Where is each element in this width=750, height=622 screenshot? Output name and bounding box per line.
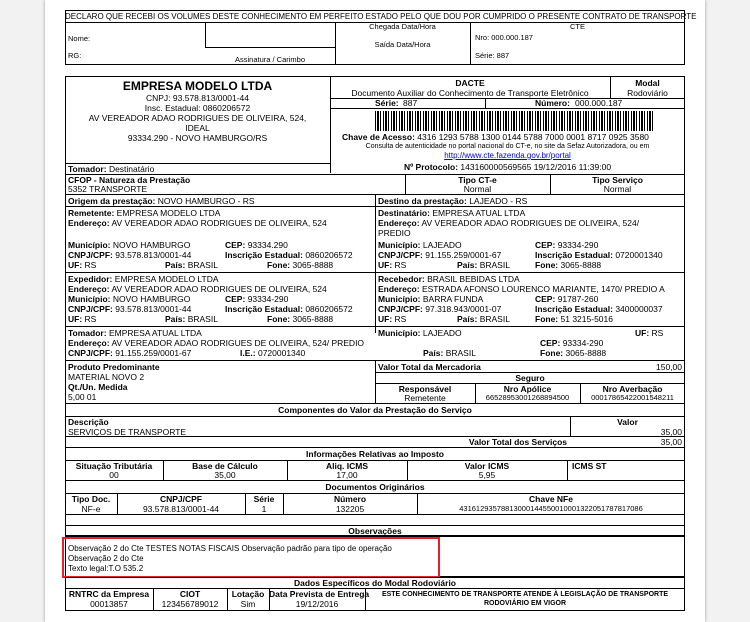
- tomador2-cnpj-value: 91.155.259/0001-67: [115, 348, 192, 358]
- recebedor-mun-label: Município:: [378, 294, 421, 304]
- total-servicos-label: Valor Total dos Serviços: [468, 437, 567, 447]
- expedidor-end-value: AV VEREADOR ADAO RODRIGUES DE OLIVEIRA, 524: [111, 284, 327, 294]
- recebedor-label: Recebedor:: [378, 274, 425, 284]
- destinatario-ie: [535, 250, 663, 260]
- cfop-value: 5352 TRANSPORTE: [68, 184, 148, 194]
- remetente-cnpj-value: 93.578.813/0001-44: [115, 250, 192, 260]
- destinatario-cep: [535, 240, 598, 250]
- tomador2-fone-label: Fone:: [540, 348, 564, 358]
- produto-label: Produto Predominante: [68, 362, 160, 372]
- responsavel-value: Remetente: [404, 393, 446, 403]
- remetente-pais-value: BRASIL: [187, 260, 218, 270]
- tomador2-uf-value: RS: [651, 328, 664, 338]
- emitter-address-3: 93334.290 - NOVO HAMBURGO/RS: [127, 133, 268, 143]
- recebedor-value: BRASIL BEBIDAS LTDA: [427, 274, 520, 284]
- remetente: [68, 208, 220, 218]
- destinatario-pais-value: BRASIL: [479, 260, 510, 270]
- sit-trib-value: 00: [109, 470, 119, 480]
- destinatario-value: EMPRESA ATUAL LTDA: [432, 208, 526, 218]
- icms-st-label: ICMS ST: [572, 461, 607, 471]
- protocolo-label: Nº Protocolo:: [403, 162, 459, 172]
- recebedor-uf-value: RS: [394, 314, 407, 324]
- destinatario-end-value: AV VEREADOR ADAO RODRIGUES DE OLIVEIRA, 524/: [421, 218, 640, 228]
- expedidor-cep: [225, 294, 288, 304]
- expedidor-ie-label: Inscrição Estadual:: [225, 304, 303, 314]
- destinatario-mun-label: Município:: [378, 240, 421, 250]
- tomador2-ie-value: 0720001340: [257, 348, 306, 358]
- tomador-line: [68, 164, 154, 174]
- doc-numero-value: 132205: [335, 504, 365, 514]
- destinatario-fone: [535, 260, 601, 270]
- nome-label: Nome:: [68, 34, 91, 43]
- tomador2-fone-value: 3065-8888: [565, 348, 607, 358]
- tomador2-end-value: AV VEREADOR ADAO RODRIGUES DE OLIVEIRA, 524/ PREDIO: [111, 338, 365, 348]
- componentes-desc-value: SERVIÇOS DE TRANSPORTE: [68, 427, 187, 437]
- expedidor-cnpj-label: CNPJ/CPF:: [68, 304, 113, 314]
- destinatario-mun-value: LAJEADO: [422, 240, 462, 250]
- destinatario-pais-label: País:: [457, 260, 478, 270]
- remetente-mun-value: NOVO HAMBURGO: [112, 240, 191, 250]
- expedidor-fone: [267, 314, 333, 324]
- recebedor-mun-value: BARRA FUNDA: [422, 294, 484, 304]
- destinatario-fone-label: Fone:: [535, 260, 559, 270]
- doc-tipo-value: NF-e: [81, 504, 101, 514]
- observacao-line-3: Texto legal:T.O 535.2: [68, 564, 144, 573]
- modal-legal-text: ESTE CONHECIMENTO DE TRANSPORTE ATENDE À LEGISLAÇÃO DE TRANSPORTE RODOVIÁRIO EM VIGOR: [381, 591, 669, 607]
- expedidor-fone-label: Fone:: [267, 314, 291, 324]
- remetente-label: Remetente:: [68, 208, 115, 218]
- origem-label: Origem da prestação:: [68, 196, 156, 206]
- recebedor-cnpj: [378, 304, 501, 314]
- destinatario-cnpj-label: CNPJ/CPF:: [378, 250, 423, 260]
- recebedor-cep: [535, 294, 598, 304]
- origem: [68, 196, 255, 206]
- tipo-cte-value: Normal: [463, 184, 492, 194]
- numero-value: 000.000.187: [575, 98, 623, 108]
- emitter-cnpj: CNPJ: 93.578.813/0001-44: [145, 93, 250, 103]
- recebedor-cep-label: CEP:: [535, 294, 556, 304]
- expedidor-uf: [68, 314, 96, 324]
- destinatario-cnpj: [378, 250, 501, 260]
- remetente-cep-value: 93334.290: [247, 240, 288, 250]
- expedidor-mun-value: NOVO HAMBURGO: [112, 294, 191, 304]
- observacao-line-1: Observação 2 do Cte TESTES NOTAS FISCAIS Observação padrão para tipo de operação: [68, 544, 392, 553]
- expedidor-pais-value: BRASIL: [187, 314, 218, 324]
- rntrc-label: RNTRC da Empresa: [68, 589, 150, 599]
- remetente-fone-value: 3065-8888: [292, 260, 334, 270]
- tomador2-end-label: Endereço:: [68, 338, 110, 348]
- portal-link[interactable]: http://www.cte.fazenda.gov.br/portal: [444, 151, 571, 160]
- observacoes-title: Observações: [348, 526, 402, 536]
- seguro-label: Seguro: [515, 373, 545, 383]
- componentes-desc-label: Descrição: [68, 417, 109, 427]
- doc-cnpj-value: 93.578.813/0001-44: [142, 504, 220, 514]
- tomador2-pais-label: País:: [423, 348, 444, 358]
- dacte-title: DACTE: [455, 78, 485, 88]
- expedidor-uf-value: RS: [84, 314, 97, 324]
- total-servicos-value: 35,00: [660, 437, 682, 447]
- lotacao-label: Lotação: [231, 589, 265, 599]
- doc-tipo-label: Tipo Doc.: [71, 494, 111, 504]
- destino-value: LAJEADO - RS: [469, 196, 528, 206]
- tomador2-pais-value: BRASIL: [445, 348, 476, 358]
- remetente-cnpj-label: CNPJ/CPF:: [68, 250, 113, 260]
- expedidor-municipio: [68, 294, 190, 304]
- doc-chave-value: 43161293578813000144550010001322051787817086: [459, 504, 643, 513]
- ciot-label: CIOT: [179, 589, 201, 599]
- doc-cnpj-label: CNPJ/CPF: [159, 494, 203, 504]
- tipo-servico-label: Tipo Serviço: [592, 175, 643, 185]
- destinatario-cep-label: CEP:: [535, 240, 556, 250]
- chave-label: [342, 132, 649, 142]
- recebedor-ie-label: Inscrição Estadual:: [535, 304, 613, 314]
- lotacao-value: Sim: [240, 599, 256, 609]
- expedidor-cnpj-value: 93.578.813/0001-44: [115, 304, 192, 314]
- recebedor-ie: [535, 304, 663, 314]
- expedidor-uf-label: UF:: [68, 314, 83, 324]
- recebedor: [378, 274, 520, 284]
- destinatario-end-label: Endereço:: [378, 218, 420, 228]
- tomador2-cnpj-label: CNPJ/CPF:: [68, 348, 113, 358]
- valor-icms-label: Valor ICMS: [464, 461, 510, 471]
- produto-value: MATERIAL NOVO 2: [68, 372, 145, 382]
- remetente-uf-value: RS: [84, 260, 97, 270]
- documentos-title: Documentos Originários: [325, 482, 425, 492]
- recebedor-fone: [535, 314, 613, 324]
- remetente-fone-label: Fone:: [267, 260, 291, 270]
- expedidor-pais-label: País:: [165, 314, 186, 324]
- expedidor-label: Expedidor:: [68, 274, 113, 284]
- recebedor-end-value: ESTRADA AFONSO LOURENCO MARIANTE, 1470/ PREDIO A: [421, 284, 665, 294]
- expedidor-endereco: [68, 284, 327, 294]
- emitter-ie: Insc. Estadual: 0860206572: [144, 103, 251, 113]
- expedidor-fone-value: 3065-8888: [292, 314, 334, 324]
- tomador2-uf: [635, 328, 663, 338]
- remetente-pais: [165, 260, 218, 270]
- observacao-line-2: Observação 2 do Cte: [68, 554, 144, 563]
- doc-serie-label: Série: [253, 494, 275, 504]
- recebedor-fone-label: Fone:: [535, 314, 559, 324]
- remetente-cep: [225, 240, 288, 250]
- remetente-pais-label: País:: [165, 260, 186, 270]
- remetente-uf-label: UF:: [68, 260, 83, 270]
- remetente-ie: [225, 250, 353, 260]
- tomador2-cep: [540, 338, 603, 348]
- doc-serie-value: 1: [261, 504, 267, 514]
- chave-label-text: Chave de Acesso:: [342, 132, 415, 142]
- destinatario-municipio: [378, 240, 462, 250]
- destinatario-uf-value: RS: [394, 260, 407, 270]
- recebedor-pais-value: BRASIL: [479, 314, 510, 324]
- tomador2-label: Tomador:: [68, 328, 107, 338]
- componentes-title: Componentes do Valor da Prestação do Serviço: [278, 405, 472, 415]
- destinatario-label: Destinatário:: [378, 208, 430, 218]
- protocolo-value: 143160000569565 19/12/2016 11:39:00: [460, 162, 612, 172]
- recebedor-pais: [457, 314, 510, 324]
- tomador2-uf-label: UF:: [635, 328, 650, 338]
- recebedor-pais-label: País:: [457, 314, 478, 324]
- recebedor-ie-value: 3400000037: [615, 304, 663, 314]
- remetente-cep-label: CEP:: [225, 240, 246, 250]
- tomador2-ie: [240, 348, 305, 358]
- tomador2-cep-label: CEP:: [540, 338, 561, 348]
- modal-title: Dados Específicos do Modal Rodoviário: [294, 578, 456, 588]
- expedidor-cep-value: 93334-290: [247, 294, 289, 304]
- rntrc-value: 00013857: [90, 599, 128, 609]
- tomador2-municipio: [378, 328, 462, 338]
- dacte-document: [45, 0, 705, 622]
- tomador2-mun-value: LAJEADO: [422, 328, 462, 338]
- saida-label: Saída Data/Hora: [374, 40, 431, 49]
- destinatario-cnpj-value: 91.155.259/0001-67: [425, 250, 502, 260]
- remetente-endereco: [68, 218, 327, 228]
- valor-icms-value: 5,95: [478, 470, 496, 480]
- recebedor-uf-label: UF:: [378, 314, 393, 324]
- expedidor-value: EMPRESA MODELO LTDA: [114, 274, 219, 284]
- remetente-ie-label: Inscrição Estadual:: [225, 250, 303, 260]
- protocolo: [330, 162, 685, 172]
- serie-value: 887: [403, 98, 418, 108]
- assinatura-label: Assinatura / Carimbo: [234, 55, 306, 64]
- tomador-label: Tomador:: [68, 164, 107, 174]
- destinatario-uf: [378, 260, 406, 270]
- base-calculo-label: Base de Cálculo: [192, 461, 258, 471]
- destino: [378, 196, 527, 206]
- emitter-name: EMPRESA MODELO LTDA: [122, 79, 273, 93]
- sit-trib-label: Situação Tributária: [75, 461, 153, 471]
- remetente-ie-value: 0860206572: [305, 250, 353, 260]
- qt-value: 5,00 01: [68, 392, 97, 402]
- destinatario-endereco: [378, 218, 639, 228]
- expedidor-ie-value: 0860206572: [305, 304, 353, 314]
- emitter-address-2: IDEAL: [185, 123, 210, 133]
- remetente-uf: [68, 260, 96, 270]
- tomador2-pais: [423, 348, 476, 358]
- cte-label: CTE: [570, 22, 585, 31]
- recebedor-end-label: Endereço:: [378, 284, 420, 294]
- remetente-value: EMPRESA MODELO LTDA: [116, 208, 221, 218]
- destinatario-endereco-2: PREDIO: [378, 228, 411, 238]
- dacte-subtitle: Documento Auxiliar do Conhecimento de Transporte Eletrônico: [351, 88, 589, 98]
- tomador2-mun-label: Município:: [378, 328, 421, 338]
- remetente-fone: [267, 260, 333, 270]
- destinatario-ie-label: Inscrição Estadual:: [535, 250, 613, 260]
- componentes-valor-label: Valor: [617, 417, 638, 427]
- destinatario-cep-value: 93334-290: [557, 240, 599, 250]
- serie-label: Série:: [375, 98, 399, 108]
- tomador2-ie-label: I.E.:: [240, 348, 256, 358]
- destinatario-fone-value: 3065-8888: [560, 260, 602, 270]
- receipt-header: DECLARO QUE RECEBI OS VOLUMES DESTE CONHECIMENTO EM PERFEITO ESTADO PELO QUE DOU POR CUMPRIDO O PRESENTE CONTRATO DE TRANSPORTE: [65, 12, 697, 21]
- expedidor-cnpj: [68, 304, 191, 314]
- aliq-icms-value: 17,00: [336, 470, 358, 480]
- recebedor-municipio: [378, 294, 483, 304]
- tipo-cte-label: Tipo CT-e: [458, 175, 497, 185]
- tomador2-cep-value: 93334-290: [562, 338, 604, 348]
- ciot-value: 123456789012: [161, 599, 219, 609]
- recebedor-fone-value: 51 3215-5016: [560, 314, 613, 324]
- recebedor-cep-value: 91787-260: [557, 294, 599, 304]
- apolice-label: Nro Apólice: [503, 384, 552, 394]
- chave-value: 4316 1293 5788 1300 0144 5788 7000 0001 8717 0925 3580: [417, 132, 649, 142]
- access-key-barcode: [375, 111, 655, 131]
- valor-total-mercadoria-value: 150,00: [656, 362, 682, 372]
- averbacao-label: Nro Averbação: [602, 384, 663, 394]
- tomador2-cnpj: [68, 348, 191, 358]
- receipt-serie: Série: 887: [475, 51, 510, 60]
- remetente-cnpj: [68, 250, 191, 260]
- modal-label: Modal: [635, 78, 660, 88]
- expedidor-ie: [225, 304, 353, 314]
- doc-chave-label: Chave NFe: [529, 494, 573, 504]
- expedidor: [68, 274, 219, 284]
- tomador2: [68, 328, 202, 338]
- destinatario: [378, 208, 525, 218]
- expedidor-end-label: Endereço:: [68, 284, 110, 294]
- expedidor-mun-label: Município:: [68, 294, 111, 304]
- qt-label: Qt./Un. Medida: [68, 382, 128, 392]
- tomador2-value: EMPRESA ATUAL LTDA: [108, 328, 202, 338]
- aliq-icms-label: Aliq. ICMS: [325, 461, 369, 471]
- valor-total-mercadoria-label: Valor Total da Mercadoria: [378, 362, 481, 372]
- tomador2-fone: [540, 348, 606, 358]
- responsavel-label: Responsável: [398, 384, 452, 394]
- expedidor-cep-label: CEP:: [225, 294, 246, 304]
- base-calculo-value: 35,00: [214, 470, 236, 480]
- destinatario-uf-label: UF:: [378, 260, 393, 270]
- modal-value: Rodoviário: [627, 88, 668, 98]
- origem-value: NOVO HAMBURGO - RS: [157, 196, 255, 206]
- cfop-label: CFOP - Natureza da Prestação: [68, 175, 191, 185]
- componentes-valor-value: 35,00: [660, 427, 682, 437]
- imposto-title: Informações Relativas ao Imposto: [306, 449, 444, 459]
- apolice-value: 66528953001268894500: [485, 393, 570, 402]
- remetente-end-label: Endereço:: [68, 218, 110, 228]
- numero-label: Número:: [535, 98, 570, 108]
- consulta-text: Consulta de autenticidade no portal nacional do CT-e, no site da Sefaz Autorizadora, ou em: [365, 143, 650, 150]
- destinatario-ie-value: 0720001340: [615, 250, 663, 260]
- tomador-value: Destinatário: [108, 164, 155, 174]
- rg-label: RG:: [68, 51, 82, 60]
- chegada-label: Chegada Data/Hora: [369, 22, 436, 31]
- recebedor-cnpj-label: CNPJ/CPF:: [378, 304, 423, 314]
- recebedor-uf: [378, 314, 406, 324]
- receipt-nro: Nro: 000.000.187: [475, 33, 533, 42]
- data-entrega-value: 19/12/2016: [295, 599, 339, 609]
- remetente-end-value: AV VEREADOR ADAO RODRIGUES DE OLIVEIRA, 524: [111, 218, 327, 228]
- data-entrega-label: Data Prevista de Entrega: [269, 589, 370, 599]
- expedidor-pais: [165, 314, 218, 324]
- recebedor-endereco: [378, 284, 665, 294]
- remetente-mun-label: Município:: [68, 240, 111, 250]
- remetente-municipio: [68, 240, 190, 250]
- recebedor-cnpj-value: 97.318.943/0001-07: [425, 304, 502, 314]
- tomador2-endereco: [68, 338, 364, 348]
- tipo-servico-value: Normal: [603, 184, 632, 194]
- emitter-address: AV VEREADOR ADAO RODRIGUES DE OLIVEIRA, 524,: [88, 113, 307, 123]
- averbacao-value: 00017865422001548211: [591, 393, 674, 402]
- destinatario-pais: [457, 260, 510, 270]
- destino-label: Destino da prestação:: [378, 196, 467, 206]
- doc-numero-label: Número: [333, 494, 367, 504]
